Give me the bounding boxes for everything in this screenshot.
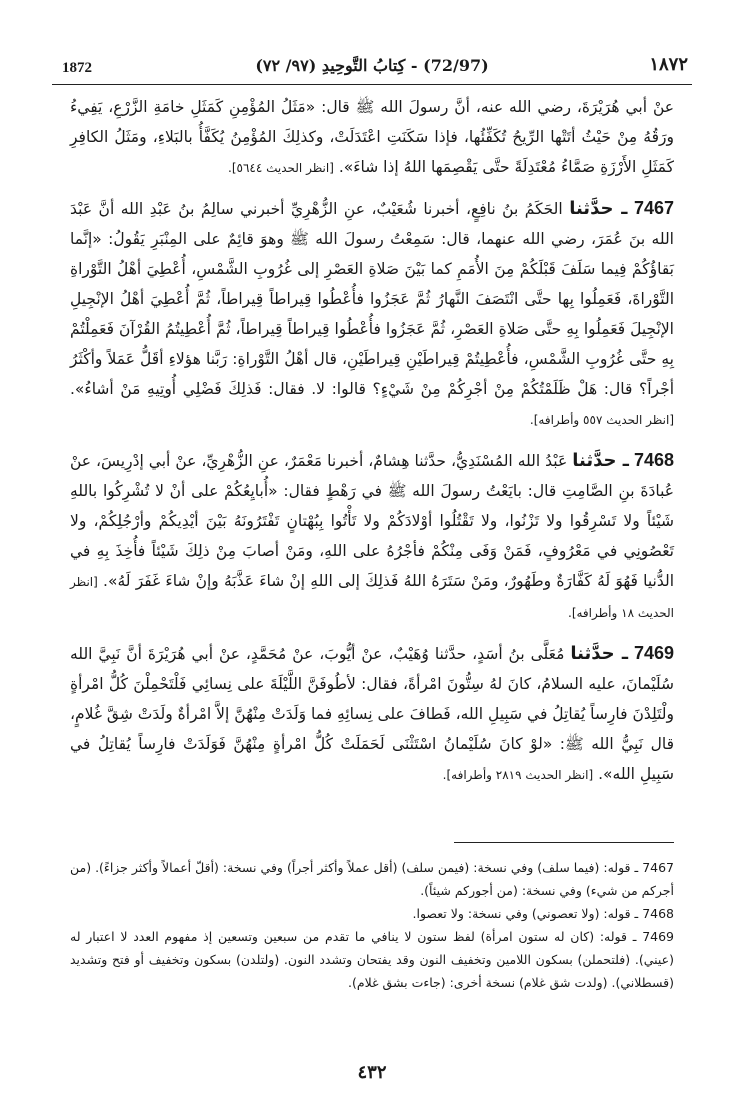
hadith-lead: ـ حدَّثنا — [569, 198, 628, 219]
hadith-number: 7469 — [633, 643, 674, 663]
footnote-7468: 7468 ـ قوله: (ولا تعصوني) وفي نسخة: ولا تعصوا. — [412, 906, 674, 921]
running-header — [52, 52, 692, 82]
footnote-7469: 7469 ـ قوله: (كان له ستون امرأة) لفظ ستون لا ينافي ما تقدم من سبعين وتسعين إذ مفهوم العدد لا اعتبار له (عيني). (فلتحملن) بسكون اللامين وتخفيف النون وقد يفتحان وتشدد النون. (ولتلدن) بسكون وتخفيف أو فتح وتشديد (قسطلاني). (ولدت شق غلام) نسخة أخرى: (جاءت بشق غلام). — [70, 929, 674, 990]
hadith-number: 7468 — [633, 450, 675, 470]
hadith-7468 — [70, 445, 674, 628]
hadith-7467 — [70, 193, 674, 435]
cross-reference: [انظر الحديث ٥٦٤٤]. — [228, 161, 334, 175]
hadith-text: الحَكَمُ بنُ نافِعٍ، أخبرنا شُعَيْبٌ، عنِ الزُّهْرِيِّ أخبرني سالِمُ بنُ عَبْدِ الله أنَّ عَبْدَ الله بنَ عُمَرَ، رضي الله عنهما، قال: سَمِعْتُ رسولَ الله ﷺ وهوَ قائِمٌ على المِنْبَرِ يَقُولُ: «إنَّما بَقاؤُكُمْ فِيما سَلَفَ قَبْلَكُمْ مِنَ الأُمَمِ كما بَيْنَ صَلاةِ العَصْرِ إلى غُرُوبِ الشَّمْسِ، أُعْطِيَ أهْلُ التَّوْراةِ التَّوْراةَ، فَعَمِلُوا بِها حتَّى انْتَصَفَ النَّهارُ ثُمَّ عَجَزُوا فأُعْطُوا قِيراطاً قِيراطاً، ثُمَّ أُعْطِيَ أهْلُ الإنْجِيلِ الإنْجِيلَ فَعَمِلُوا بِهِ حتَّى صَلاةِ العَصْرِ، ثُمَّ عَجَزُوا فأُعْطُوا قِيراطاً قِيراطاً، ثُمَّ أُعْطِيتُمُ القُرْآنَ فَعَمِلْتُمْ بِهِ حتَّى غُرُوبِ الشَّمْسِ، فأُعْطِيتُمْ قِيراطَيْنِ قِيراطَيْنِ، قال أهْلُ التَّوْراةِ: رَبَّنا هؤلاءِ أقَلُّ عَمَلاً وأكْثَرُ أجْراً؟ قال: هَلْ ظَلَمْتُكُمْ مِنْ أجْرِكُمْ مِنْ شَيْءٍ؟ قالوا: لا. فقال: فَذلِكَ فَضْلِي أُوتِيهِ مَنْ أشاءُ». — [70, 200, 674, 398]
hadith-lead: ـ حدَّثنا — [572, 450, 629, 471]
hadith-lead: ـ حدَّثنا — [570, 643, 629, 664]
footnote-7467: 7467 ـ قوله: (فيما سلف) وفي نسخة: (فيمن سلف) (أقل عملاً وأكثر أجراً) وفي نسخة: (أقلّ أعمالاً وأكثر جزاءً). (من أجركم من شيء) وفي نسخة: (من أجوركم شيئاً). — [70, 860, 674, 898]
hadith-number: 7467 — [633, 198, 674, 218]
hadith-continuation — [70, 92, 674, 183]
cross-reference: [انظر الحديث ١٨ وأطرافه]. — [70, 575, 674, 620]
main-text — [70, 92, 674, 790]
header-rule — [52, 84, 692, 85]
cross-reference: [انظر الحديث ٢٨١٩ وأطرافه]. — [442, 768, 594, 782]
hadith-7469 — [70, 638, 674, 790]
footnotes — [70, 856, 674, 994]
hadith-text: مُعَلَّى بنُ أسَدٍ، حدَّثنا وُهَيْبٌ، عنْ أيُّوبَ، عنْ مُحَمَّدٍ، عنْ أبي هُرَيْرَةَ أنَّ نَبِيَّ الله سُلَيْمانَ، عليه السلامُ، كانَ لهُ سِتُّونَ امْرأةً، فقال: لأطُوفَنَّ اللَّيْلَةَ على نِسائِي فَلْتَحْمِلْنَ كُلُّ امْرأةٍ ولْتَلِدْنَ فارِساً يُقاتِلُ في سَبِيلِ الله، فَطافَ على نِسائِهِ فما وَلَدَتْ مِنْهُنَّ إلاَّ امْرأةٌ ولَدَتْ شِقَّ غُلامٍ، قال نَبِيُّ الله ﷺ: «لوْ كانَ سُلَيْمانُ اسْتَثْنَى لَحَمَلَتْ كُلُّ امْرأةٍ مِنْهُنَّ فَوَلَدَتْ فارِساً يُقاتِلُ في سَبِيلِ الله». — [70, 645, 674, 783]
page-number-bottom: ٤٣٢ — [357, 1062, 387, 1083]
hadith-text: عَبْدُ الله المُسْنَدِيُّ، حدَّثنا هِشامٌ، أخبرنا مَعْمَرٌ، عنِ الزُّهْرِيِّ، عنْ أبي إدْرِيسَ، عنْ عُبادَةَ بنِ الصَّامِتِ قال: بايَعْتُ رسولَ الله ﷺ في رَهْطٍ فقال: «أُبايِعُكُمْ على أنْ لا تُشْرِكُوا باللهِ شَيْئاً ولا تَسْرِقُوا ولا تَزْنُوا، ولا تَقْتُلُوا أوْلادَكُمْ ولا تَأْتُوا بِبُهْتانٍ تَفْتَرُونَهُ بَيْنَ أيْدِيكُمْ وأرْجُلِكُمْ، ولا تَعْصُونِي في مَعْرُوفٍ، فَمَنْ وَفَى مِنْكُمْ فأجْرُهُ على اللهِ، ومَنْ أصابَ مِنْ ذلِكَ شَيْئاً فأُخِذَ بِهِ في الدُّنيا فَهُوَ لَهُ كَفَّارَةٌ وطَهُورٌ، ومَنْ سَتَرَهُ اللهُ فَذلِكَ إلى اللهِ إنْ شاءَ عَذَّبَهُ وإنْ شاءَ غَفَرَ لَهُ». — [70, 452, 674, 590]
chapter-title: (72/97) - كِتابُ التَّوحِيدِ (٩٧/ ٧٢) — [255, 56, 489, 75]
page-number-latin: 1872 — [62, 60, 92, 76]
cross-reference: [انظر الحديث ٥٥٧ وأطرافه]. — [529, 413, 674, 427]
footnote-rule — [454, 842, 674, 843]
hadith-text: عنْ أبي هُرَيْرَةَ، رضي الله عنه، أنَّ رسولَ الله ﷺ قال: «مَثَلُ المُؤْمِنِ كَمَثَلِ خامَةِ الزَّرْعِ، يَفِيءُ ورَقُهُ مِنْ حَيْثُ أتَتْها الرِّيحُ تُكَفِّئُها، فإذا سَكَنَتِ اعْتَدَلَتْ، وكذلِكَ المُؤْمِنُ يُكَفَّأُ بالبَلاءِ، ومَثَلُ الكافِرِ كَمَثَلِ الأَرْزَةِ صَمَّاءُ مُعْتَدِلَةً حتَّى يَقْصِمَها اللهُ إذا شاءَ». — [70, 98, 674, 176]
page-number-arabic: ١٨٧٢ — [649, 54, 688, 75]
